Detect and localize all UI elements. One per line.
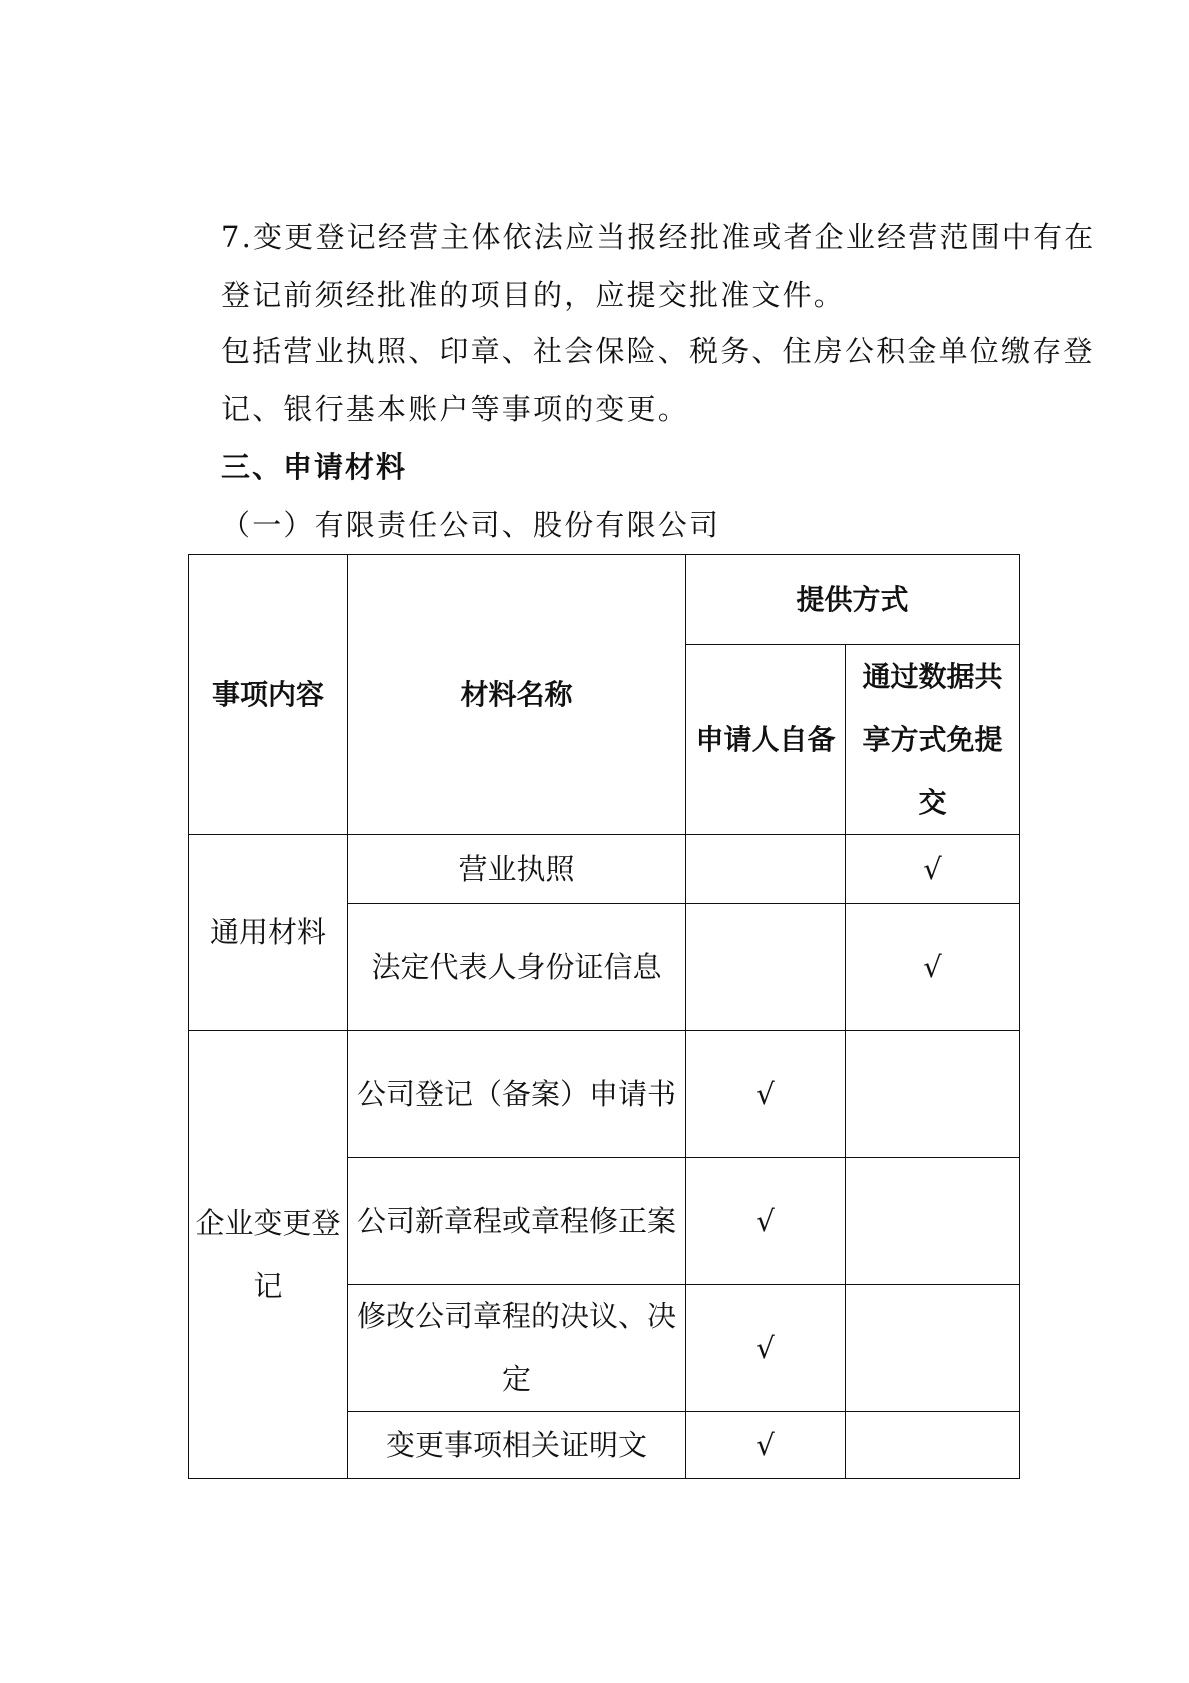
material-name: 公司新章程或章程修正案	[348, 1158, 686, 1285]
data-sharing-mark	[846, 1031, 1020, 1158]
data-sharing-mark	[846, 1412, 1020, 1479]
paragraph-item-7: 7.变更登记经营主体依法应当报经批准或者企业经营范围中有在登记前须经批准的项目的，应提交批准文件。	[221, 220, 1096, 312]
table-row	[189, 1031, 1020, 1158]
material-name: 法定代表人身份证信息	[348, 904, 686, 1031]
self-prepared-mark	[686, 904, 846, 1031]
header-material-name: 材料名称	[348, 555, 686, 835]
self-prepared-mark	[686, 835, 846, 904]
section-heading: 三、申请材料	[221, 450, 408, 484]
table-row	[189, 835, 1020, 904]
subsection-heading: （一）有限责任公司、股份有限公司	[221, 508, 721, 542]
group-change-registration: 企业变更登记	[189, 1031, 348, 1479]
header-self-prepared: 申请人自备	[686, 645, 846, 835]
data-sharing-mark: √	[846, 904, 1020, 1031]
material-name: 公司登记（备案）申请书	[348, 1031, 686, 1158]
self-prepared-mark: √	[686, 1158, 846, 1285]
self-prepared-mark: √	[686, 1412, 846, 1479]
data-sharing-mark	[846, 1285, 1020, 1412]
materials-table	[188, 554, 1020, 1479]
material-name: 修改公司章程的决议、决定	[348, 1285, 686, 1412]
material-name: 变更事项相关证明文	[348, 1412, 686, 1479]
data-sharing-mark: √	[846, 835, 1020, 904]
group-general: 通用材料	[189, 835, 348, 1031]
material-name: 营业执照	[348, 835, 686, 904]
header-data-sharing: 通过数据共享方式免提交	[846, 645, 1020, 835]
header-item-content: 事项内容	[189, 555, 348, 835]
self-prepared-mark: √	[686, 1031, 846, 1158]
self-prepared-mark: √	[686, 1285, 846, 1412]
paragraph-includes: 包括营业执照、印章、社会保险、税务、住房公积金单位缴存登记、银行基本账户等事项的变更。	[221, 334, 1095, 426]
data-sharing-mark	[846, 1158, 1020, 1285]
header-provide-method: 提供方式	[686, 555, 1020, 645]
